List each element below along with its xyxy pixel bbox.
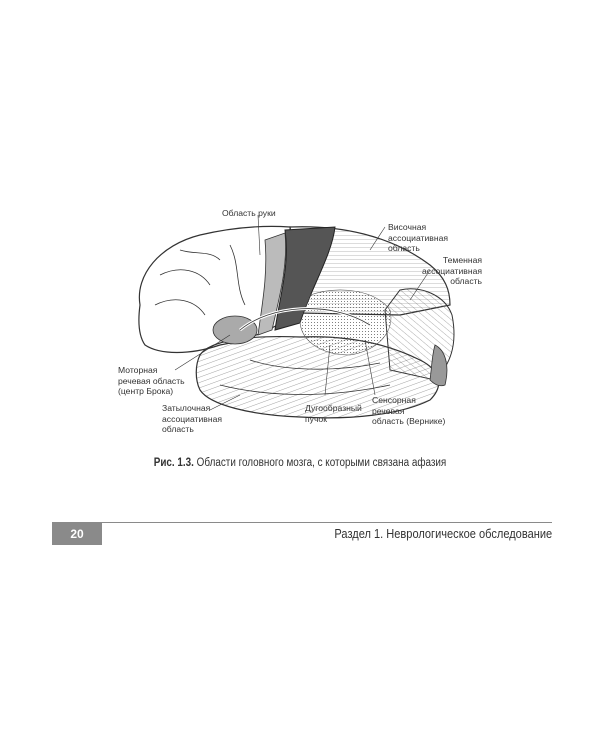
footer-rule <box>52 522 552 523</box>
label-parietal-association: Теменная ассоциативная область <box>422 255 483 286</box>
label-arcuate-fasciculus: Дугообразный пучок <box>305 403 362 424</box>
brain-figure <box>100 195 500 445</box>
label-temporal-association: Височная ассоциативная область <box>388 222 449 253</box>
page-number: 20 <box>52 523 102 545</box>
label-broca-area: Моторная речевая область (центр Брока) <box>118 365 185 396</box>
caption-number: Рис. 1.3. <box>153 457 194 469</box>
broca-area <box>213 316 257 344</box>
label-hand-area: Область руки <box>222 208 276 218</box>
label-occipital-association: Затылочная ассоциативная область <box>162 403 223 434</box>
section-title: Раздел 1. Неврологическое обследование <box>334 526 552 541</box>
caption-text: Области головного мозга, с которыми связана афазия <box>196 457 447 469</box>
figure-caption <box>42 457 558 469</box>
label-wernicke-area: Сенсорная речевая область (Вернике) <box>372 395 446 426</box>
